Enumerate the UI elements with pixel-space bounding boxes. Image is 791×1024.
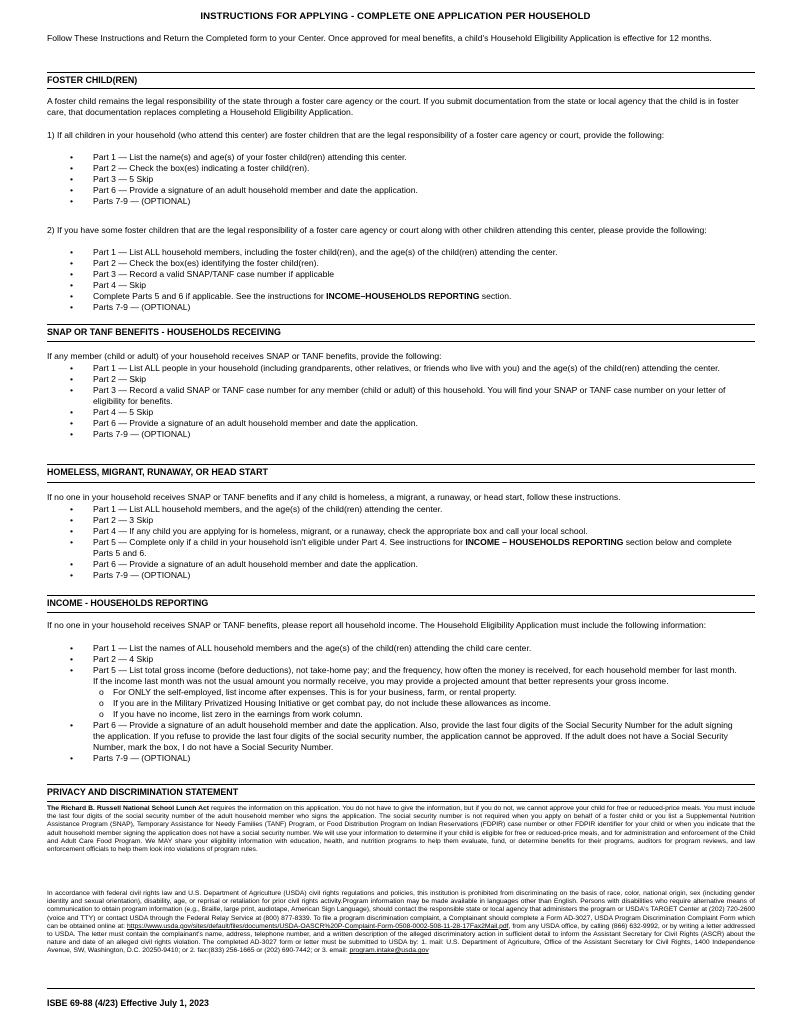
snap-list (70, 363, 742, 440)
foster-heading: FOSTER CHILD(REN) (47, 75, 138, 85)
divider (47, 72, 755, 73)
foster-case-1 (47, 130, 755, 141)
complaint-form-link[interactable]: https://www.usda.gov/sites/default/files/documents/USDA-OASCR%20P-Complaint-Form-0508-0002-508-11-28-17Fax2Mail.pdf (127, 922, 509, 930)
homeless-heading: HOMELESS, MIGRANT, RUNAWAY, OR HEAD START (47, 467, 268, 477)
list-item: • Part 2 — Skip (70, 374, 742, 385)
income-part5-text: • Part 5 — List total gross income (before deductions), not take-home pay; and the frequency, how often the money is received, for each household member for last month. If the income last month was not the usual amount you normally receive, you may provide a projected amount that better represents your gross income. (93, 665, 737, 686)
income-section-reference: INCOME–HOUSEHOLDS REPORTING (326, 291, 480, 301)
divider (47, 801, 755, 802)
list-item: • Part 1 — List the name(s) and age(s) of your foster child(ren) attending this center. (70, 152, 742, 163)
part5-suffix: section below and complete Parts 5 and 6. (93, 537, 732, 558)
list-item: • Parts 7-9 — (OPTIONAL) (70, 753, 742, 764)
foster-case-1-list (70, 152, 742, 207)
act-name: The Richard B. Russell National School Lunch Act (47, 805, 210, 812)
list-item: • Part 1 — List ALL household members, and the age(s) of the child(ren) attending the center. (70, 504, 742, 515)
list-item: • Part 6 — Provide a signature of an adult household member and date the application. (70, 185, 742, 196)
part5-prefix: Part 5 — Complete only if a child in your household isn't eligible under Part 4. See instructions for (93, 537, 466, 547)
intro-paragraph: Follow These Instructions and Return the Completed form to your Center. Once approved for meal benefits, a child's Household Eligibility Application is effective for 12 months. (47, 33, 712, 43)
income-sub-list (93, 687, 742, 720)
list-item: • Part 4 — If any child you are applying for is homeless, migrant, or a runaway, check the appropriate box and call your local school. (70, 526, 742, 537)
income-list (70, 643, 742, 764)
list-item (70, 537, 742, 559)
homeless-list (70, 504, 742, 581)
income-heading: INCOME - HOUSEHOLDS REPORTING (47, 598, 209, 608)
foster-case-2-list (70, 247, 742, 313)
privacy-paragraph-2 (47, 890, 755, 956)
form-footer: ISBE 69-88 (4/23) Effective July 1, 2023 (47, 998, 209, 1008)
list-item: • Part 3 — Record a valid SNAP or TANF case number for any member (child or adult) of this household. You will find your SNAP or TANF case number on your letter of eligibility for benefits. (70, 385, 742, 407)
divider (47, 341, 755, 342)
list-item: • Part 6 — Provide a signature of an adult household member and date the application. Also, provide the last four digits of the Social Security Number for the adult signing the application. If you refuse to provide the last four digits of the social security number, the application cannot be approved. If the adult does not have a Social Security Number, mark the box, I do not have a Social Security Number. (70, 720, 742, 753)
foster-description: A foster child remains the legal responsibility of the state through a foster care agency or the court. If you submit documentation from the state or local agency that the child is in foster care, that documentation replaces completing a Household Eligibility Application. (47, 96, 739, 117)
divider (47, 482, 755, 483)
divider (47, 612, 755, 613)
sub-list-item: o If you are in the Military Privatized Housing Initiative or get combat pay, do not include these allowances as income. (93, 698, 742, 709)
list-item: • Part 3 — Record a valid SNAP/TANF case number if applicable (70, 269, 742, 280)
list-item: • Part 4 — Skip (70, 280, 742, 291)
divider (47, 595, 755, 596)
list-item: • Part 2 — 3 Skip (70, 515, 742, 526)
list-item: • Parts 7-9 — (OPTIONAL) (70, 302, 742, 313)
sub-list-item: o If you have no income, list zero in the earnings from work column. (93, 709, 742, 720)
divider (47, 988, 755, 989)
list-item: • Parts 7-9 — (OPTIONAL) (70, 429, 742, 440)
privacy-text-1: requires the information on this application. You do not have to give the information, but if you do not, we cannot approve your child for free or reduced-price meals. You must include the last four digits of the social security number of the adult household member who signs the application. The social security number is not required when you apply on behalf of a foster child or you list a Supplemental Nutrition Assistance Program (SNAP), Temporary Assistance for Needy Families (TANF) Program, or Food Distribution Program on Indian Reservations (FDPIR) case number or other FDPIR identifier for your child or when you indicate that the adult household member signing the application does not have a social security number. We will use your information to determine if your child is eligible for free or reduced-price meals, and for administration and enforcement of the Child and Adult Care Food Program. We MAY share your eligibility information with education, health, and nutrition programs to help them evaluate, fund, or determine benefits for their programs, auditors for program reviews, and law enforcement officials to help them look into violations of program rules. (47, 805, 755, 854)
list-item: • Part 1 — List ALL people in your household (including grandparents, other relatives, or friends who live with you) and the age(s) of the child(ren) attending the center. (70, 363, 742, 374)
foster-case-2-lead: 2) If you have some foster children that are the legal responsibility of a foster care agency or court along with other children attending this center, please provide the following: (47, 225, 707, 235)
income-section-reference: INCOME – HOUSEHOLDS REPORTING (465, 537, 624, 547)
snap-heading: SNAP OR TANF BENEFITS - HOUSEHOLDS RECEIVING (47, 327, 281, 337)
list-item: • Part 2 — Check the box(es) identifying the foster child(ren). (70, 258, 742, 269)
snap-lead: If any member (child or adult) of your household receives SNAP or TANF benefits, provide the following: (47, 351, 442, 361)
homeless-lead: If no one in your household receives SNAP or TANF benefits and if any child is homeless, a migrant, a runaway, or head start, follow these instructions. (47, 492, 621, 502)
sub-list-item: o For ONLY the self-employed, list income after expenses. This is for your business, farm, or rental property. (93, 687, 742, 698)
complete-suffix: section. (479, 291, 512, 301)
privacy-text-2: In accordance with federal civil rights law and U.S. Department of Agriculture (USDA) civil rights regulations and policies, this institution is prohibited from discriminating on the basis of race, color, national origin, sex (including gender identity and sexual orientation), disability, age, or reprisal or retaliation for prior civil rights activity.Program information may be made available in languages other than English. Persons with disabilities who require alternative means of communication to obtain program information (e.g., Braille, large print, audiotape, American Sign Language), should contact the responsible state or local agency that administers the program or USDA's TARGET Center at (202) 720-2600 (voice and TTY) or contact USDA through the Federal Relay Service at (800) 877-8339. To file a program discrimination complaint, a Complainant should complete a Form AD-3027, USDA Program Discrimination Complaint Form which can be obtained online at: (47, 890, 755, 930)
divider (47, 324, 755, 325)
list-item: • Part 1 — List ALL household members, including the foster child(ren), and the age(s) of the child(ren) attending the center. (70, 247, 742, 258)
list-item: • Part 6 — Provide a signature of an adult household member and date the application. (70, 559, 742, 570)
list-item: • Parts 7-9 — (OPTIONAL) (70, 570, 742, 581)
foster-case-2 (47, 225, 755, 236)
list-item (70, 291, 742, 302)
foster-case-1-lead: 1) If all children in your household (who attend this center) are foster children that are the legal responsibility of a foster care agency or court, provide the following: (47, 130, 665, 140)
complete-prefix: Complete Parts 5 and 6 if applicable. See the instructions for (93, 291, 327, 301)
divider (47, 88, 755, 89)
program-intake-email-link[interactable]: program.intake@usda.gov (349, 947, 429, 955)
list-item: • Part 3 — 5 Skip (70, 174, 742, 185)
page-title: INSTRUCTIONS FOR APPLYING - COMPLETE ONE APPLICATION PER HOUSEHOLD (200, 11, 591, 22)
list-item: • Part 1 — List the names of ALL household members and the age(s) of the child(ren) attending the child care center. (70, 643, 742, 654)
divider (47, 784, 755, 785)
list-item (70, 665, 742, 720)
privacy-paragraph-1 (47, 805, 755, 854)
privacy-heading: PRIVACY AND DISCRIMINATION STATEMENT (47, 787, 239, 797)
list-item: • Part 6 — Provide a signature of an adult household member and date the application. (70, 418, 742, 429)
income-lead: If no one in your household receives SNAP or TANF benefits, please report all household income. The Household Eligibility Application must include the following information: (47, 620, 707, 630)
divider (47, 464, 755, 465)
list-item: • Part 4 — 5 Skip (70, 407, 742, 418)
list-item: • Parts 7-9 — (OPTIONAL) (70, 196, 742, 207)
privacy-text-3: , from any USDA office, by calling (866) 632-9992, or by writing a letter addressed to USDA. The letter must contain the complainant's name, address, telephone number, and a written description of the alleged discriminatory action in sufficient detail to inform the Assistant Secretary for Civil Rights (ASCR) about the nature and date of an alleged civil rights violation. The completed AD-3027 form or letter must be submitted to USDA by: 1. mail: U.S. Department of Agriculture, Office of the Assistant Secretary for Civil Rights, 1400 Independence Avenue, SW, Washington, D.C. 20250-9410; or 2. fax:(833) 256-1665 or (202) 690-7442; or 3. email: (47, 922, 755, 955)
list-item: • Part 2 — Check the box(es) indicating a foster child(ren). (70, 163, 742, 174)
list-item: • Part 2 — 4 Skip (70, 654, 742, 665)
